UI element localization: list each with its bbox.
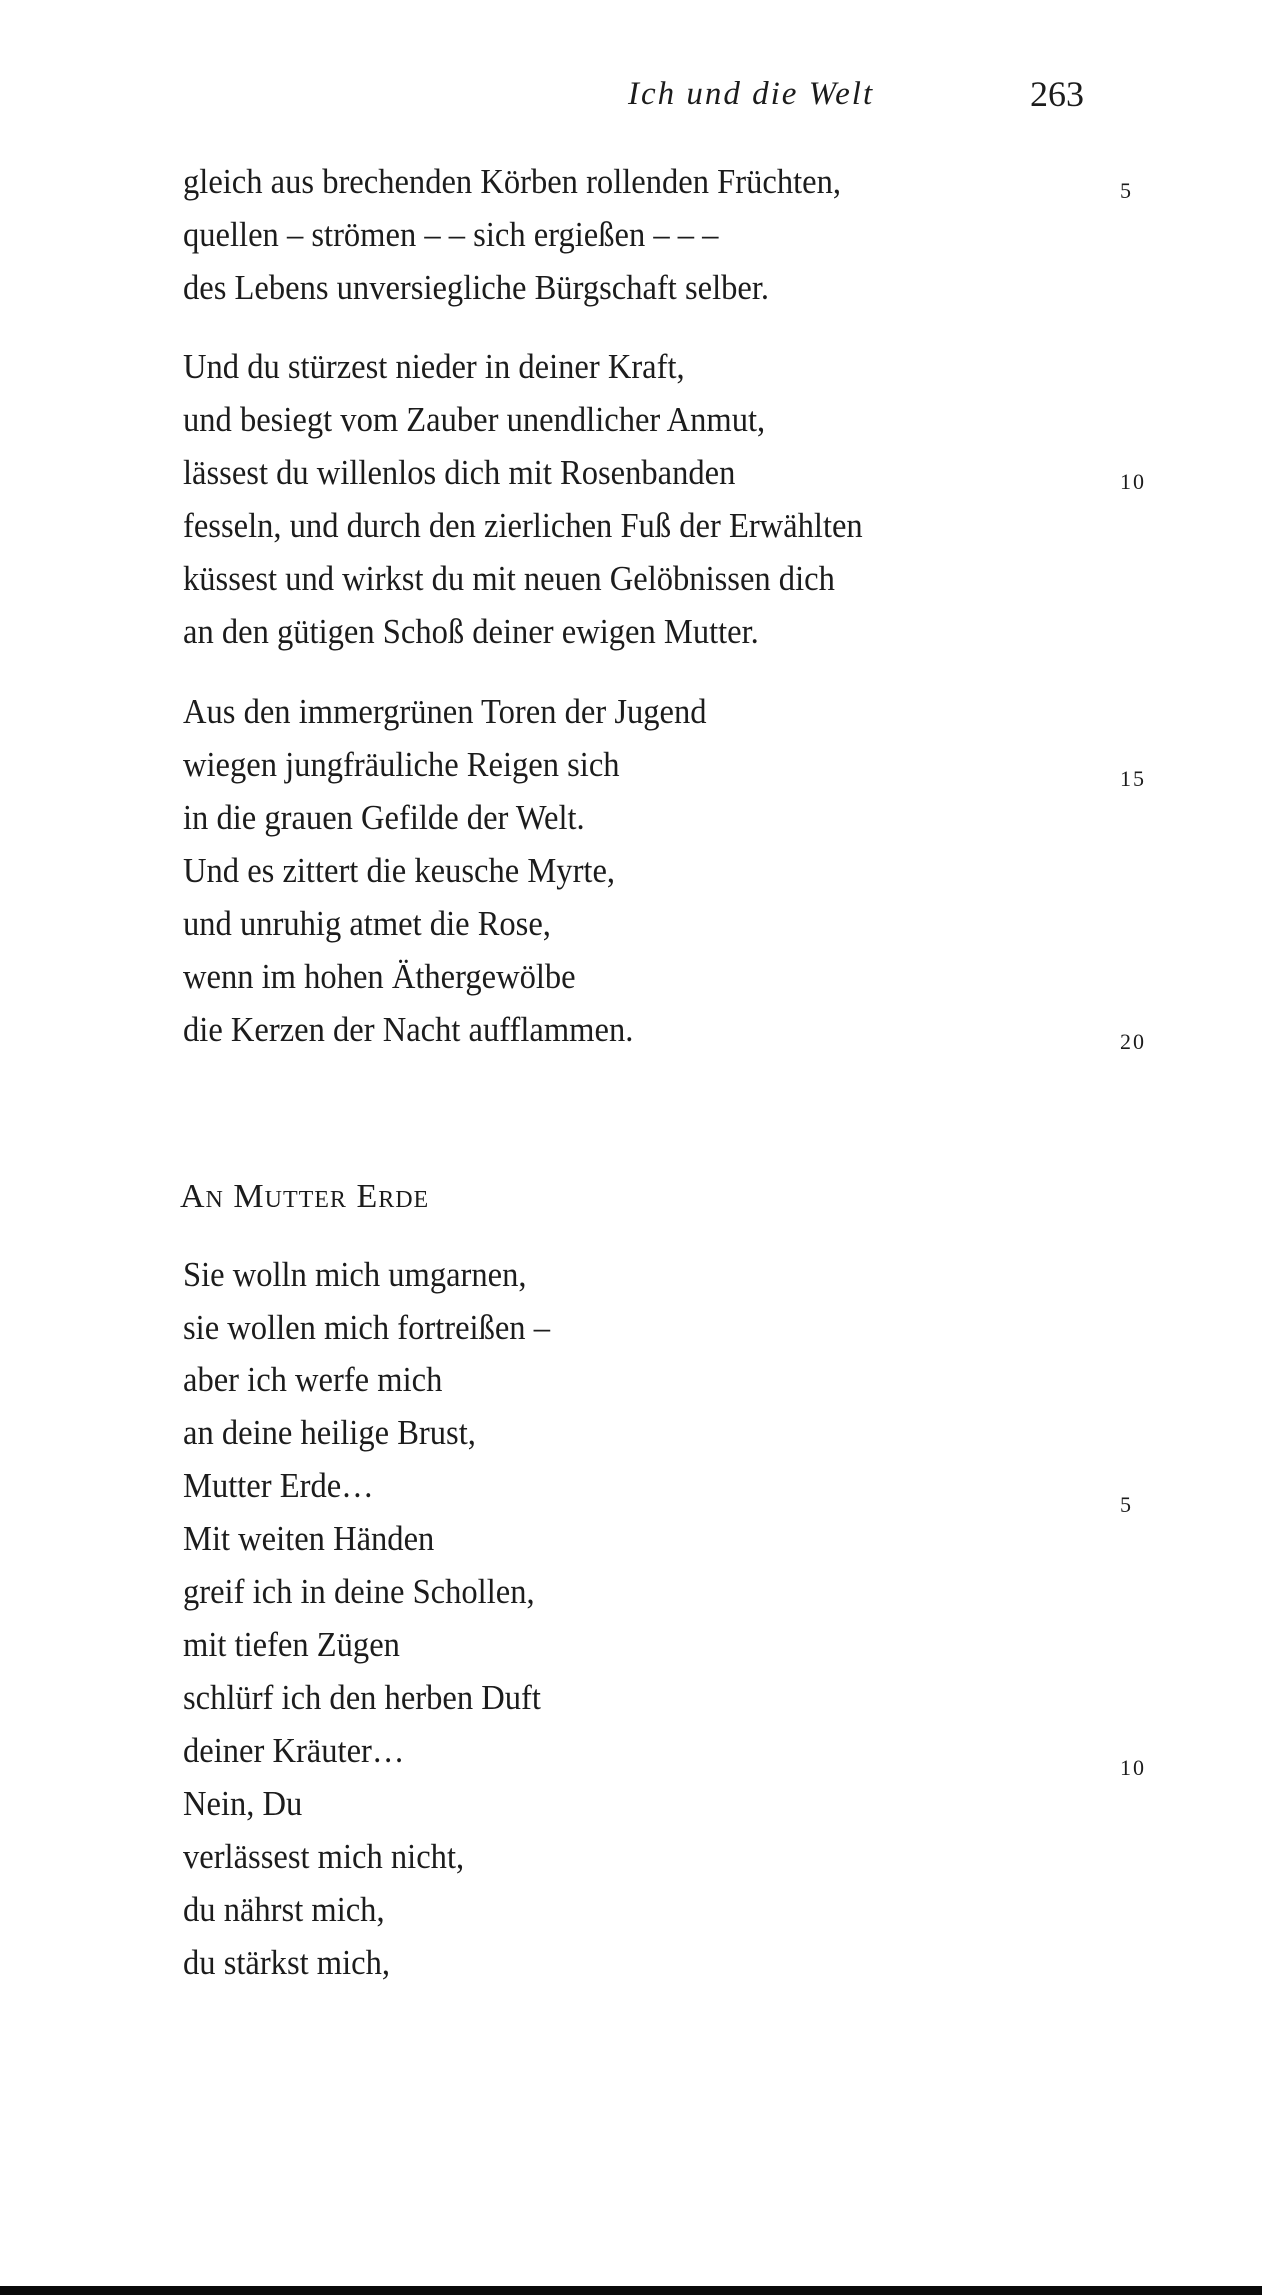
- verse-line: du nährst mich,: [183, 1890, 385, 1929]
- page-number: 263: [1030, 74, 1084, 114]
- line-number: 15: [1120, 766, 1146, 791]
- running-head: Ich und die Welt: [628, 76, 875, 112]
- verse-line: aber ich werfe mich: [183, 1360, 443, 1399]
- verse-line: sie wollen mich fortreißen –: [183, 1308, 550, 1347]
- line-number: 10: [1120, 469, 1146, 494]
- verse-line: wenn im hohen Äthergewölbe: [183, 957, 576, 996]
- verse-line: wiegen jungfräuliche Reigen sich: [183, 745, 620, 784]
- verse-line: an den gütigen Schoß deiner ewigen Mutter.: [183, 612, 759, 651]
- verse-line: quellen – strömen – – sich ergießen – – –: [183, 215, 719, 254]
- line-number: 5: [1120, 1492, 1133, 1517]
- verse-line: greif ich in deine Schollen,: [183, 1572, 535, 1611]
- verse-line: lässest du willenlos dich mit Rosenbanden: [183, 453, 736, 492]
- verse-line: in die grauen Gefilde der Welt.: [183, 798, 585, 837]
- verse-line: du stärkst mich,: [183, 1943, 391, 1982]
- verse-line: Sie wolln mich umgarnen,: [183, 1255, 527, 1294]
- verse-line: mit tiefen Zügen: [183, 1625, 400, 1664]
- verse-line: verlässest mich nicht,: [183, 1837, 465, 1876]
- verse-line: Und es zittert die keusche Myrte,: [183, 851, 616, 890]
- verse-line: und besiegt vom Zauber unendlicher Anmut,: [183, 400, 766, 439]
- line-number: 5: [1120, 178, 1133, 203]
- verse-line: Mit weiten Händen: [183, 1519, 435, 1558]
- verse-line: fesseln, und durch den zierlichen Fuß der Erwählten: [183, 506, 863, 545]
- verse-line: küssest und wirkst du mit neuen Gelöbnissen dich: [183, 559, 835, 598]
- verse-line: Nein, Du: [183, 1784, 303, 1823]
- verse-line: gleich aus brechenden Körben rollenden Früchten,: [183, 162, 842, 201]
- verse-line: des Lebens unversiegliche Bürgschaft selber.: [183, 268, 770, 307]
- verse-line: an deine heilige Brust,: [183, 1413, 476, 1452]
- verse-line: Aus den immergrünen Toren der Jugend: [183, 692, 707, 731]
- verse-line: deiner Kräuter…: [183, 1731, 405, 1770]
- poem-title: An Mutter Erde: [180, 1178, 430, 1215]
- verse-line: Mutter Erde…: [183, 1466, 374, 1505]
- line-number: 20: [1120, 1029, 1146, 1054]
- scan-edge-bar: [0, 2286, 1262, 2295]
- verse-line: schlürf ich den herben Duft: [183, 1678, 541, 1717]
- verse-line: Und du stürzest nieder in deiner Kraft,: [183, 347, 685, 386]
- verse-line: die Kerzen der Nacht aufflammen.: [183, 1010, 634, 1049]
- line-number: 10: [1120, 1755, 1146, 1780]
- verse-line: und unruhig atmet die Rose,: [183, 904, 551, 943]
